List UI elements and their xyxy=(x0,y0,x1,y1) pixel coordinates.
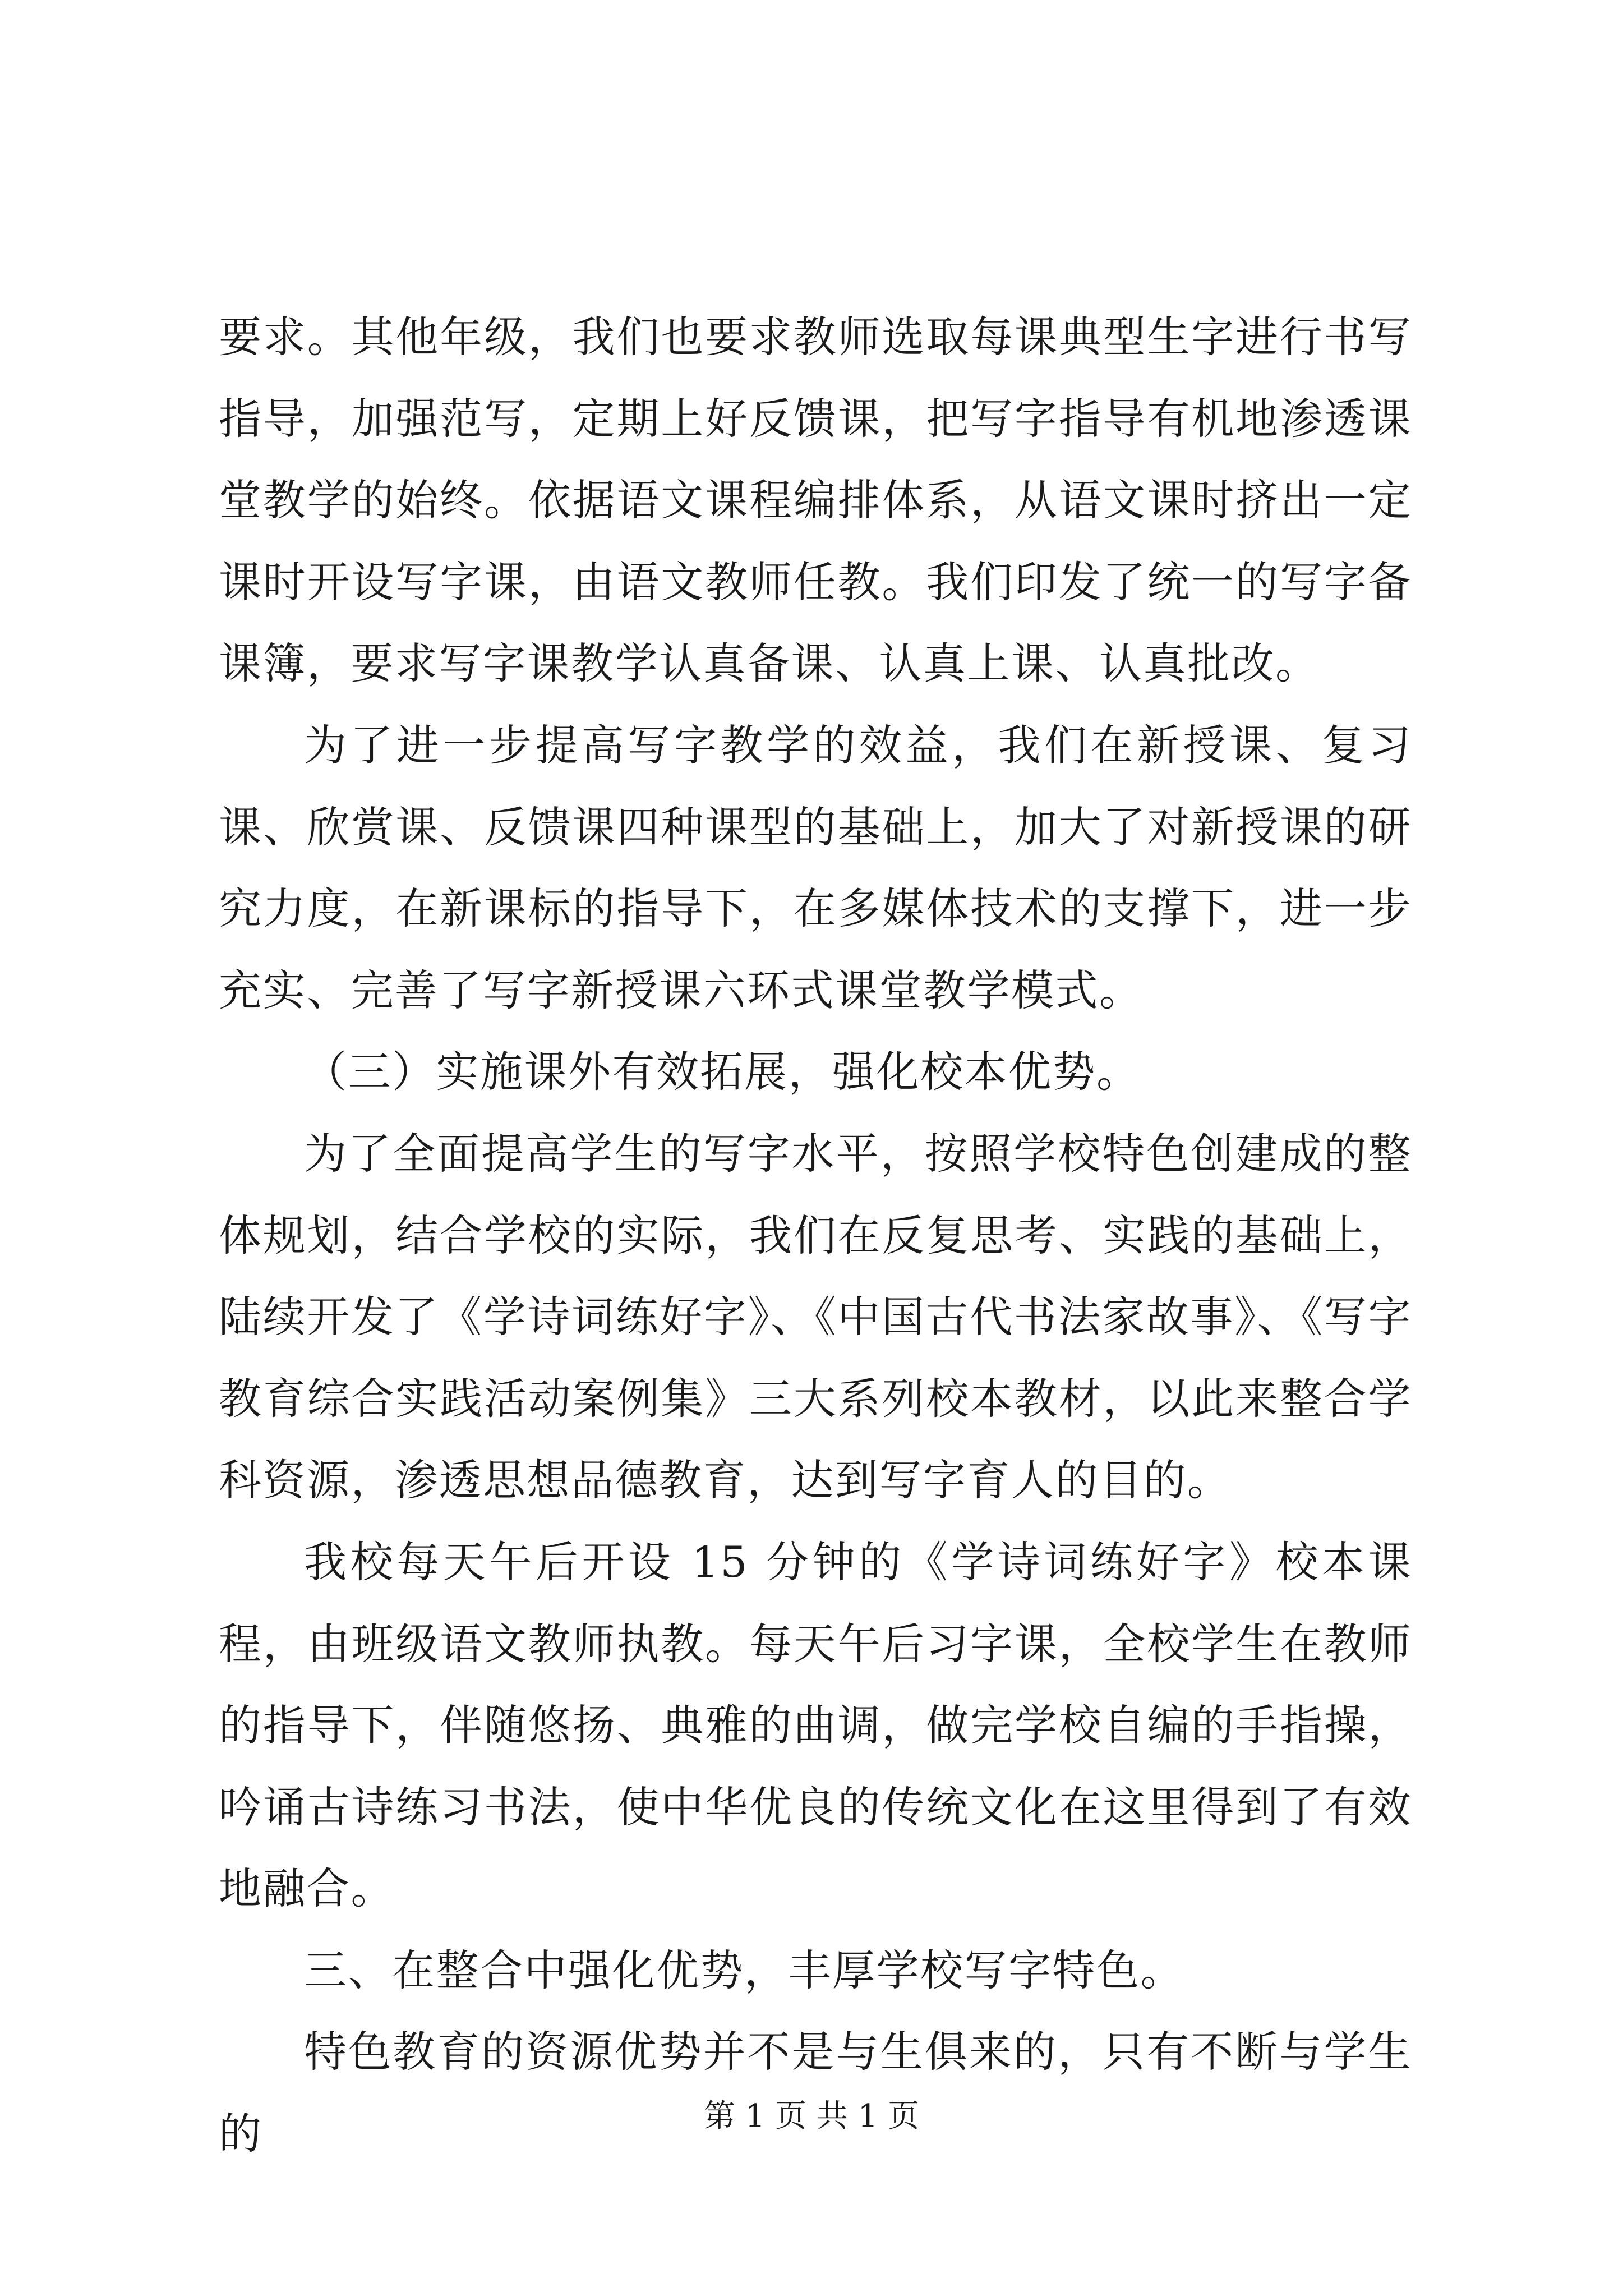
document-body xyxy=(219,296,1412,2175)
paragraph-school-textbooks: 为了全面提高学生的写字水平，按照学校特色创建成的整体规划，结合学校的实际，我们在反复思考、实践的基础上，陆续开发了《学诗词练好字》、《中国古代书法家故事》、《写字教育综合实践活动案例集》三大系列校本教材，以此来整合学科资源，渗透思想品德教育，达到写字育人的目的。 xyxy=(219,1128,1412,1506)
section-heading-extracurricular: （三）实施课外有效拓展，强化校本优势。 xyxy=(304,1047,1141,1097)
paragraph-daily-course: 我校每天午后开设 15 分钟的《学诗词练好字》校本课程，由班级语文教师执教。每天午后习字课，全校学生在教师的指导下，伴随悠扬、典雅的曲调，做完学校自编的手指操，吟诵古诗练习书法，使中华优良的传统文化在这里得到了有效地融合。 xyxy=(219,1536,1412,1914)
paragraph-continuation: 要求。其他年级，我们也要求教师选取每课典型生字进行书写指导，加强范写，定期上好反馈课，把写字指导有机地渗透课堂教学的始终。依据语文课程编排体系，从语文课时挤出一定课时开设写字课，由语文教师任教。我们印发了统一的写字备课簿，要求写字课教学认真备课、认真上课、认真批改。 xyxy=(219,312,1412,689)
section-heading-integration: 三、在整合中强化优势，丰厚学校写字特色。 xyxy=(304,1945,1184,1995)
paragraph-resource-advantage: 特色教育的资源优势并不是与生俱来的，只有不断与学生的 xyxy=(219,2027,1412,2159)
page-footer: 第 1 页 共 1 页 xyxy=(703,2098,920,2134)
paragraph-teaching-efficiency: 为了进一步提高写字教学的效益，我们在新授课、复习课、欣赏课、反馈课四种课型的基础上，加大了对新授课的研究力度，在新课标的指导下，在多媒体技术的支撑下，进一步充实、完善了写字新授课六环式课堂教学模式。 xyxy=(219,720,1412,1015)
